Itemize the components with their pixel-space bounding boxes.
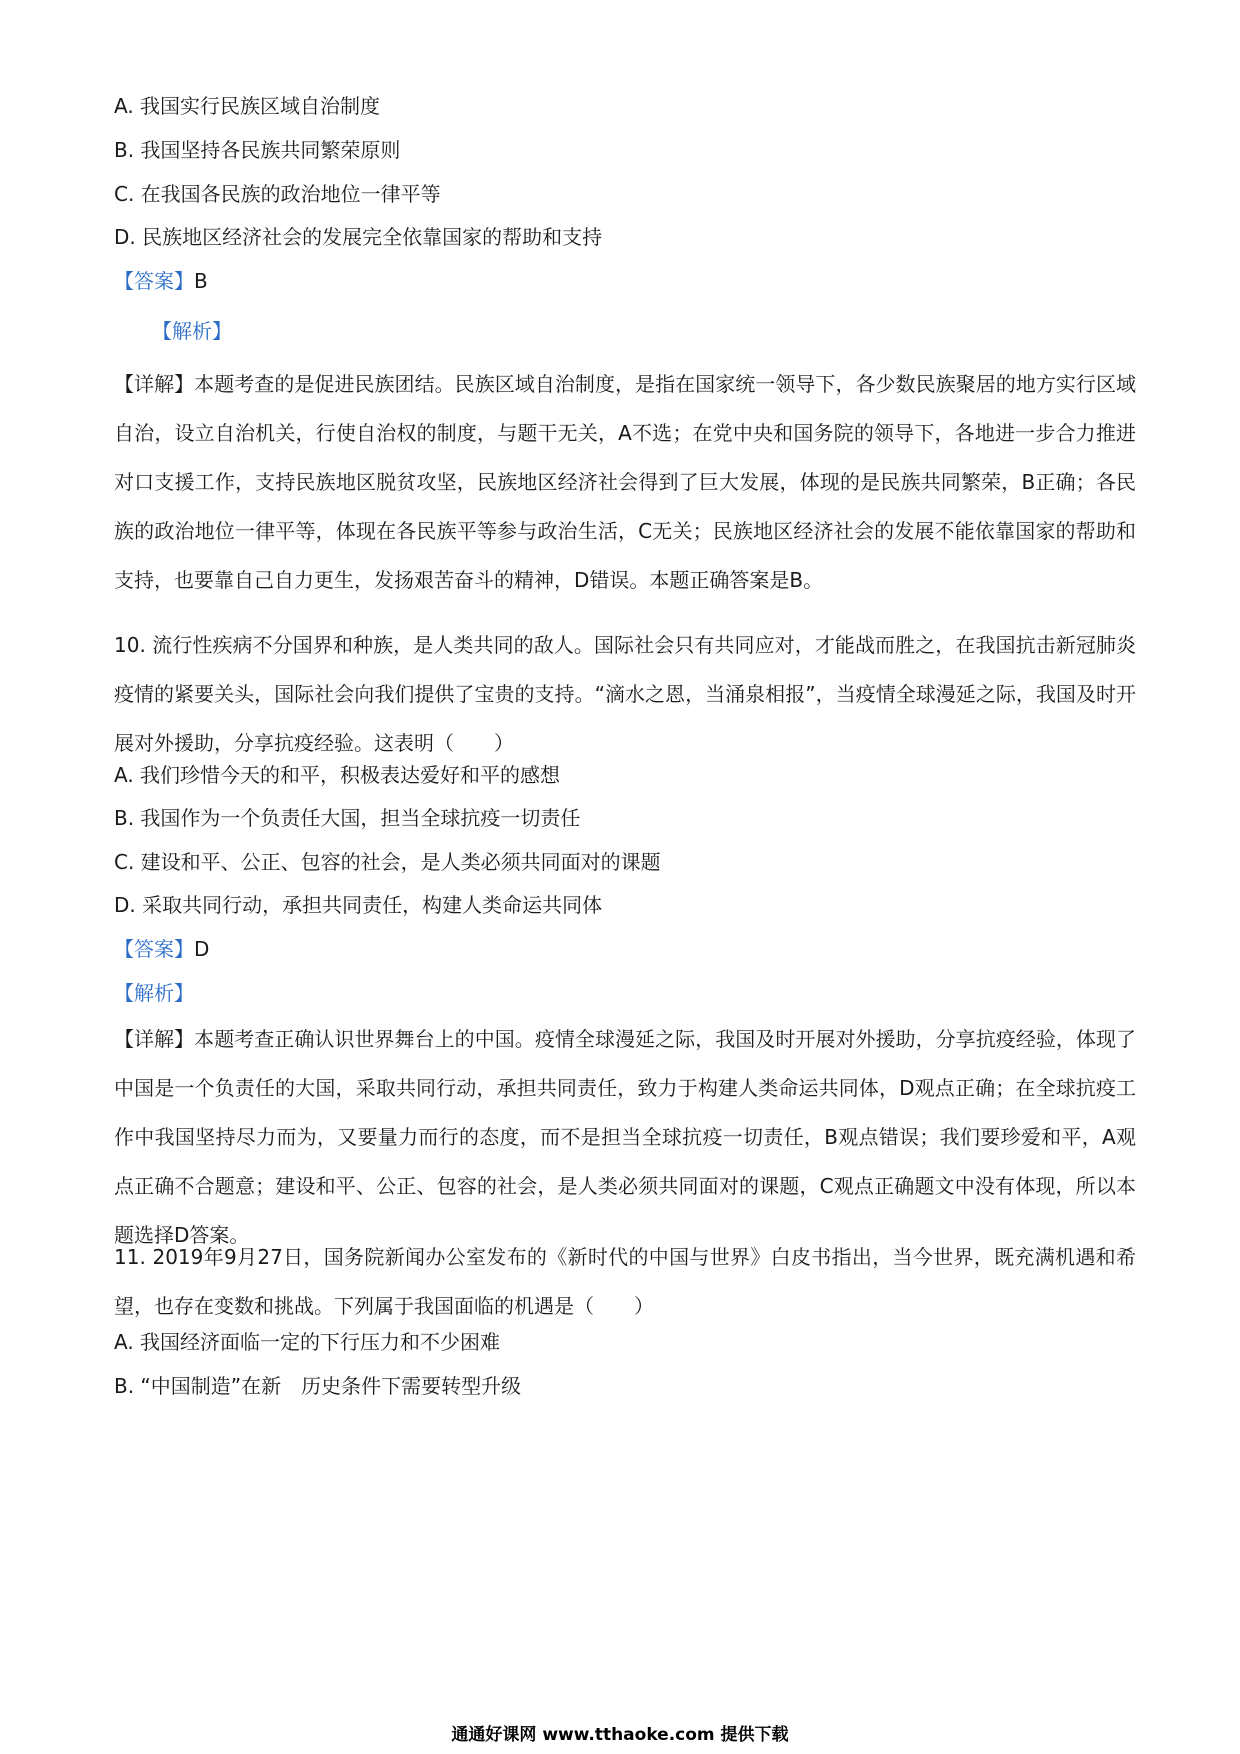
q10-option-c: C. 建设和平、公正、包容的社会，是人类必须共同面对的课题 <box>114 850 661 874</box>
q9-answer-line <box>114 266 1134 296</box>
q10-option-a: A. 我们珍惜今天的和平，积极表达爱好和平的感想 <box>114 763 561 787</box>
q9-analysis-tag: 【解析】 <box>152 319 232 343</box>
q10-analysis-tag: 【解析】 <box>114 981 194 1005</box>
q9-option-d: D. 民族地区经济社会的发展完全依靠国家的帮助和支持 <box>114 225 603 249</box>
q10-answer-value: D <box>194 937 210 961</box>
q9-answer-value: B <box>194 269 208 293</box>
q9-option-c: C. 在我国各民族的政治地位一律平等 <box>114 182 441 206</box>
q11-option-a: A. 我国经济面临一定的下行压力和不少困难 <box>114 1330 501 1354</box>
q9-option-b: B. 我国坚持各民族共同繁荣原则 <box>114 138 401 162</box>
footer-download-note: 通通好课网 www.tthaoke.com 提供下载 <box>451 1725 789 1745</box>
q10-option-d: D. 采取共同行动，承担共同责任，构建人类命运共同体 <box>114 893 603 917</box>
q10-detail: 【详解】本题考查正确认识世界舞台上的中国。疫情全球漫延之际，我国及时开展对外援助，分享抗疫经验，体现了中国是一个负责任的大国，采取共同行动，承担共同责任，致力于构建人类命运共同体，D观点正确；在全球抗疫工作中我国坚持尽力而为，又要量力而行的态度，而不是担当全球抗疫一切责任，B观点错误；我们要珍爱和平，A观点正确不合题意；建设和平、公正、包容的社会，是人类必须共同面对的课题，C观点正确题文中没有体现，所以本题选择D答案。 <box>114 1027 1136 1247</box>
q10-answer-tag: 【答案】 <box>114 937 194 961</box>
q11-stem: 11. 2019年9月27日，国务院新闻办公室发布的《新时代的中国与世界》白皮书指出，当今世界，既充满机遇和希望，也存在变数和挑战。下列属于我国面临的机遇是（ ） <box>114 1245 1136 1318</box>
q9-detail: 【详解】本题考查的是促进民族团结。民族区域自治制度，是指在国家统一领导下，各少数民族聚居的地方实行区域自治，设立自治机关，行使自治权的制度，与题干无关，A不选；在党中央和国务院的领导下，各地进一步合力推进对口支援工作，支持民族地区脱贫攻坚，民族地区经济社会得到了巨大发展，体现的是民族共同繁荣，B正确；各民族的政治地位一律平等，体现在各民族平等参与政治生活，C无关；民族地区经济社会的发展不能依靠国家的帮助和支持，也要靠自己自力更生，发扬艰苦奋斗的精神，D错误。本题正确答案是B。 <box>114 372 1136 592</box>
q10-option-b: B. 我国作为一个负责任大国，担当全球抗疫一切责任 <box>114 806 581 830</box>
q11-option-b: B. “中国制造”在新 历史条件下需要转型升级 <box>114 1374 522 1398</box>
q10-answer-line <box>114 934 1134 964</box>
q10-stem: 10. 流行性疾病不分国界和种族，是人类共同的敌人。国际社会只有共同应对，才能战而胜之，在我国抗击新冠肺炎疫情的紧要关头，国际社会向我们提供了宝贵的支持。“滴水之恩，当涌泉相报”，当疫情全球漫延之际，我国及时开展对外援助，分享抗疫经验。这表明（ ） <box>114 633 1136 755</box>
q9-answer-tag: 【答案】 <box>114 269 194 293</box>
q9-option-a: A. 我国实行民族区域自治制度 <box>114 94 381 118</box>
